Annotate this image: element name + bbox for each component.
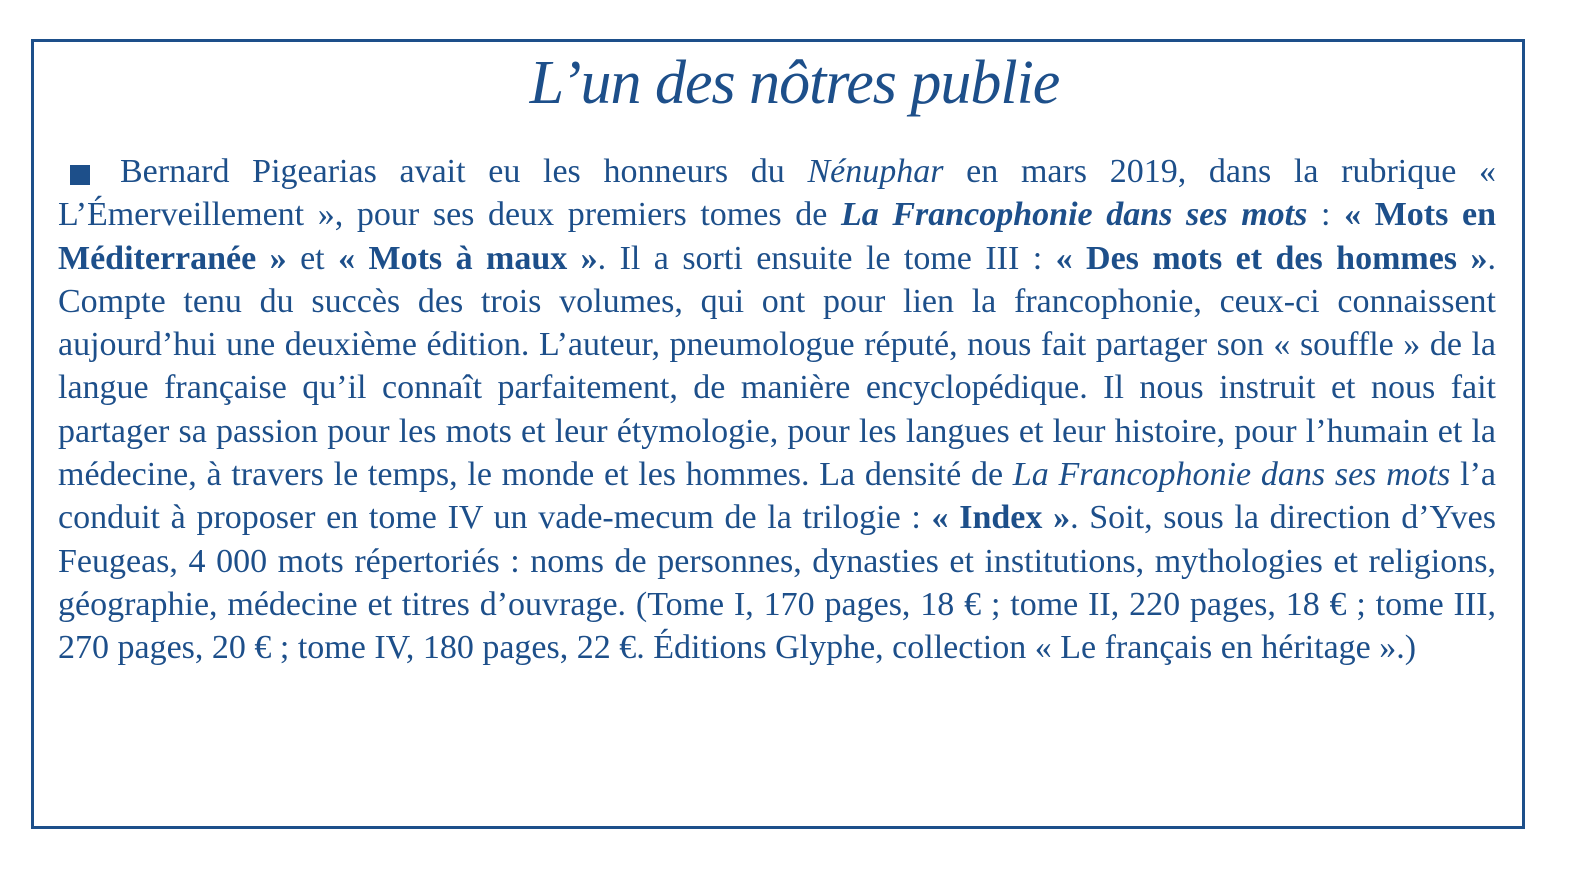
body-text-run: et: [286, 239, 339, 277]
series-title-italic: La Francophonie dans ses mots: [1012, 456, 1451, 494]
volume-title: « Des mots et des hommes »: [1055, 239, 1488, 277]
body-text-run: . Compte tenu du succès des trois volumes, qui ont pour lien la francophonie, ceux-ci connaissent aujourd’hui une deuxième édition. L’auteur, pneumologue réputé, nous fait partager son « souffle » de la langue française qu’il connaît parfaitement, de manière encyclopédique. Il nous instruit et nous fait partager sa passion pour les mots et leur étymologie, pour les langues et leur histoire, pour l’humain et la médecine, à travers le temps, le monde et les hommes. La densité de: [58, 239, 1496, 494]
body-text-run: . Soit, sous la direction d’Yves Feugeas, 4 000 mots répertoriés : noms de personnes, dynasties et institutions, mythologies et religions, géographie, médecine et titres d’ouvrage. (Tome I, 170 pages, 18 € ; tome II, 220 pages, 18 € ; tome III, 270 pages, 20 € ; tome IV, 180 pages, 22 €. Éditions Glyphe, collection « Le français en héritage ».): [58, 499, 1496, 667]
series-title: La Francophonie dans ses mots: [840, 196, 1308, 234]
body-text-run: :: [1307, 196, 1345, 234]
volume-title: « Mots en Méditerranée »: [58, 196, 1496, 277]
volume-title: « Index »: [931, 499, 1071, 537]
publication-name: Nénuphar: [807, 153, 944, 190]
body-text-run: en mars 2019, dans la rubrique « L’Émerveillement », pour ses deux premiers tomes de: [58, 153, 1496, 234]
body-text-run: . Il a sorti ensuite le tome III :: [597, 239, 1056, 277]
body-text-run: Bernard Pigearias avait eu les honneurs du: [120, 153, 808, 190]
article-body: [58, 150, 1496, 670]
body-text-run: l’a conduit à proposer en tome IV un vade-mecum de la trilogie :: [58, 456, 1497, 537]
volume-title: « Mots à maux »: [338, 239, 598, 277]
article-title: L’un des nôtres publie: [529, 49, 1060, 117]
